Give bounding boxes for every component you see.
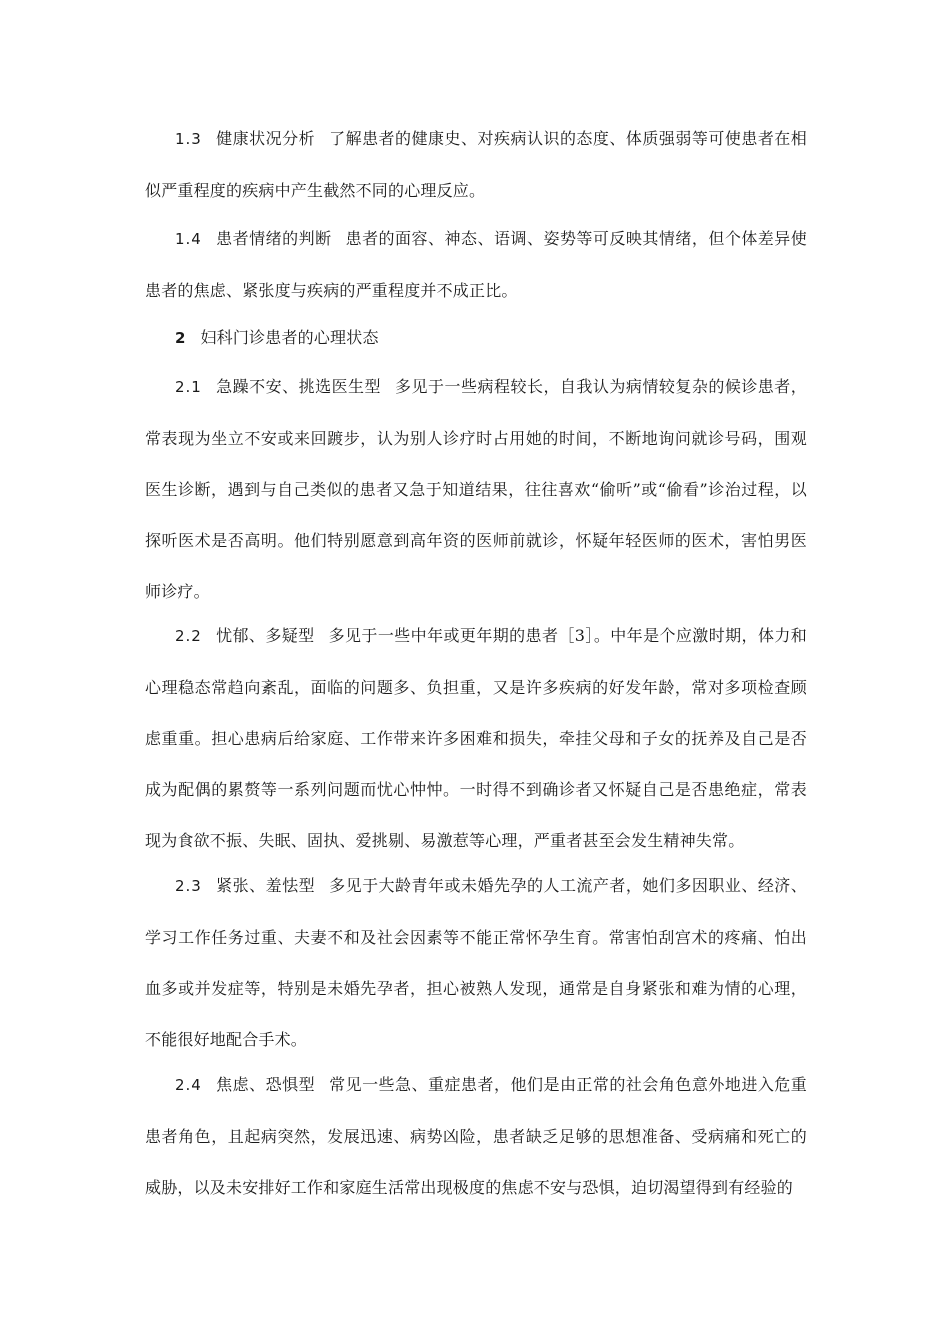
section-number: 2.4 xyxy=(175,1076,202,1094)
section-number: 2.3 xyxy=(175,877,202,895)
section-number: 1.3 xyxy=(175,130,202,148)
section-heading: 紧张、羞怯型 xyxy=(215,876,316,895)
paragraph-text: 了解患者的健康史、对疾病认识的态度、体质强弱等可使患者在相似严重程度的疾病中产生截然不同的心理反应。 xyxy=(145,129,807,200)
paragraph-text: 多见于一些中年或更年期的患者［3］。中年是个应激时期，体力和心理稳态常趋向紊乱，面临的问题多、负担重，又是许多疾病的好发年龄，常对多项检查顾虑重重。担心患病后给家庭、工作带来许多困难和损失，牵挂父母和子女的抚养及自己是否成为配偶的累赘等一系列问题而忧心忡忡。一时得不到确诊者又怀疑自己是否患绝症，常表现为食欲不振、失眠、固执、爱挑剔、易激惹等心理，严重者甚至会发生精神失常。 xyxy=(145,626,808,850)
paragraph-text: 患者的面容、神态、语调、姿势等可反映其情绪，但个体差异使患者的焦虑、紧张度与疾病的严重程度并不成正比。 xyxy=(145,229,807,300)
section-heading: 健康状况分析 xyxy=(215,129,316,148)
section-number: 1.4 xyxy=(175,230,202,248)
paragraph-text: 常见一些急、重症患者，他们是由正常的社会角色意外地进入危重患者角色，且起病突然，发展迅速、病势凶险，患者缺乏足够的思想准备、受病痛和死亡的威胁，以及未安排好工作和家庭生活常出现极度的焦虑不安与恐惧，迫切渴望得到有经验的 xyxy=(145,1075,807,1197)
section-heading: 焦虑、恐惧型 xyxy=(215,1075,316,1094)
paragraph-2-1 xyxy=(145,361,807,617)
paragraph-1-4 xyxy=(145,213,807,316)
section-heading: 妇科门诊患者的心理状态 xyxy=(200,328,379,347)
section-heading: 忧郁、多疑型 xyxy=(215,626,315,645)
paragraph-text: 多见于一些病程较长，自我认为病情较复杂的候诊患者，常表现为坐立不安或来回踱步，认为别人诊疗时占用她的时间，不断地询问就诊号码，围观医生诊断，遇到与自己类似的患者又急于知道结果，往往喜欢“偷听”或“偷看”诊治过程，以探听医术是否高明。他们特别愿意到高年资的医师前就诊，怀疑年轻医师的医术，害怕男医师诊疗。 xyxy=(145,377,807,601)
section-heading: 急躁不安、挑选医生型 xyxy=(215,377,382,396)
paragraph-2-3 xyxy=(145,860,807,1065)
paragraph-text: 多见于大龄青年或未婚先孕的人工流产者，她们多因职业、经济、学习工作任务过重、夫妻不和及社会因素等不能正常怀孕生育。常害怕刮宫术的疼痛、怕出血多或并发症等，特别是未婚先孕者，担心被熟人发现，通常是自身紧张和难为情的心理，不能很好地配合手术。 xyxy=(145,876,807,1049)
paragraph-1-3 xyxy=(145,113,807,216)
paragraph-2-4 xyxy=(145,1059,807,1213)
section-heading: 患者情绪的判断 xyxy=(215,229,332,248)
section-number: 2 xyxy=(175,329,187,347)
paragraph-2-2 xyxy=(145,610,807,866)
section-number: 2.1 xyxy=(175,378,202,396)
section-2-heading xyxy=(145,312,807,364)
section-number: 2.2 xyxy=(175,627,202,645)
